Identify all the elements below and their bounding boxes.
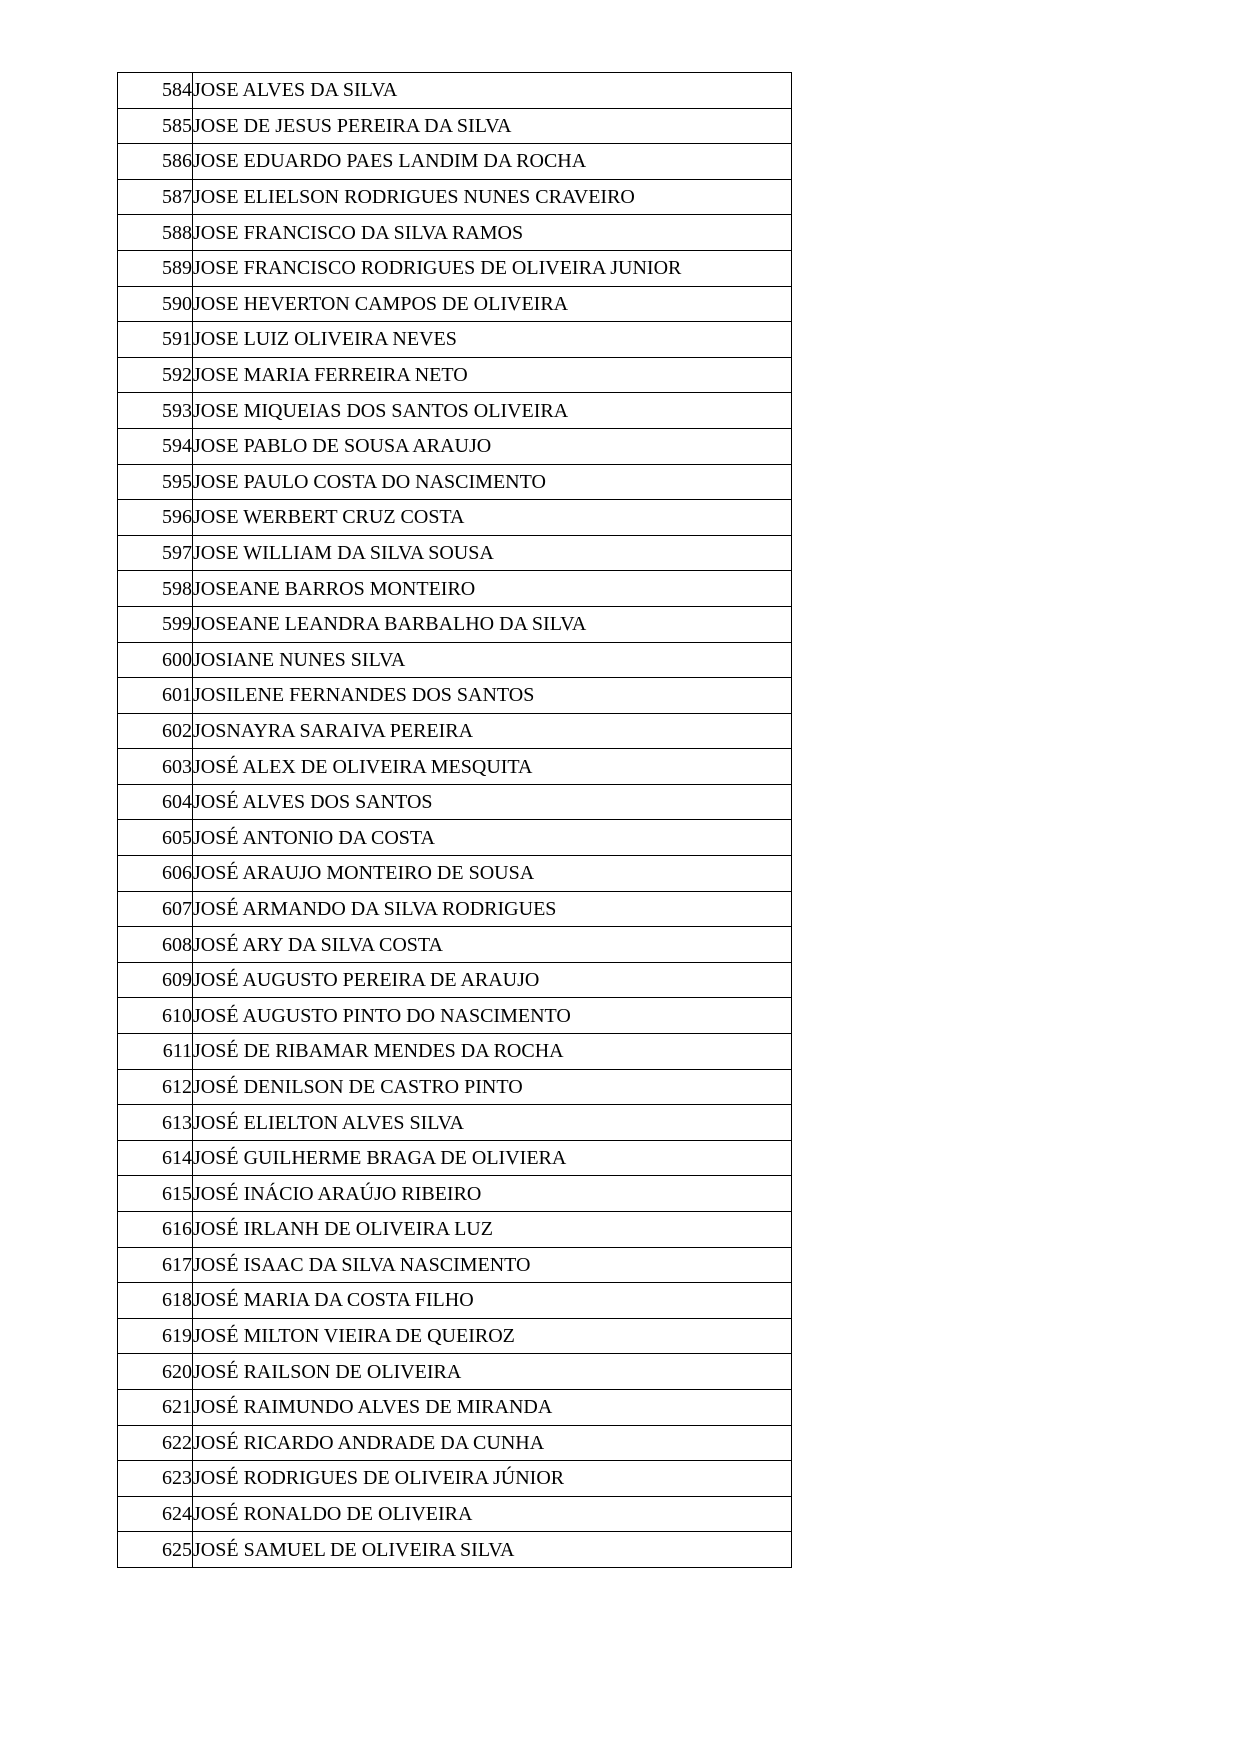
person-name: JOSÉ ARAUJO MONTEIRO DE SOUSA [193,856,792,892]
table-row [118,713,792,749]
person-name: JOSÉ ARY DA SILVA COSTA [193,927,792,963]
person-name: JOSE DE JESUS PEREIRA DA SILVA [193,108,792,144]
table-row [118,962,792,998]
table-row [118,998,792,1034]
person-name: JOSÉ DENILSON DE CASTRO PINTO [193,1069,792,1105]
name-list-body [118,73,792,1568]
row-number: 592 [118,357,193,393]
person-name: JOSÉ ARMANDO DA SILVA RODRIGUES [193,891,792,927]
person-name: JOSÉ ALEX DE OLIVEIRA MESQUITA [193,749,792,785]
person-name: JOSÉ AUGUSTO PEREIRA DE ARAUJO [193,962,792,998]
person-name: JOSE HEVERTON CAMPOS DE OLIVEIRA [193,286,792,322]
person-name: JOSÉ RICARDO ANDRADE DA CUNHA [193,1425,792,1461]
person-name: JOSÉ IRLANH DE OLIVEIRA LUZ [193,1212,792,1248]
table-row [118,535,792,571]
table-row [118,820,792,856]
table-row [118,500,792,536]
table-row [118,1034,792,1070]
person-name: JOSE MIQUEIAS DOS SANTOS OLIVEIRA [193,393,792,429]
person-name: JOSE PABLO DE SOUSA ARAUJO [193,428,792,464]
row-number: 603 [118,749,193,785]
row-number: 625 [118,1532,193,1568]
table-row [118,891,792,927]
table-row [118,1212,792,1248]
table-row [118,1318,792,1354]
table-row [118,215,792,251]
row-number: 610 [118,998,193,1034]
person-name: JOSÉ RONALDO DE OLIVEIRA [193,1496,792,1532]
person-name: JOSÉ ANTONIO DA COSTA [193,820,792,856]
row-number: 608 [118,927,193,963]
row-number: 602 [118,713,193,749]
row-number: 619 [118,1318,193,1354]
table-row [118,1105,792,1141]
person-name: JOSEANE LEANDRA BARBALHO DA SILVA [193,606,792,642]
row-number: 585 [118,108,193,144]
row-number: 623 [118,1461,193,1497]
row-number: 587 [118,179,193,215]
row-number: 600 [118,642,193,678]
row-number: 596 [118,500,193,536]
table-row [118,1283,792,1319]
person-name: JOSE ELIELSON RODRIGUES NUNES CRAVEIRO [193,179,792,215]
table-row [118,784,792,820]
table-row [118,1532,792,1568]
row-number: 601 [118,678,193,714]
table-row [118,678,792,714]
row-number: 618 [118,1283,193,1319]
row-number: 614 [118,1140,193,1176]
table-row [118,1247,792,1283]
person-name: JOSE WILLIAM DA SILVA SOUSA [193,535,792,571]
person-name: JOSÉ SAMUEL DE OLIVEIRA SILVA [193,1532,792,1568]
person-name: JOSE ALVES DA SILVA [193,73,792,109]
table-row [118,1461,792,1497]
table-row [118,1176,792,1212]
row-number: 590 [118,286,193,322]
table-row [118,250,792,286]
row-number: 611 [118,1034,193,1070]
table-row [118,286,792,322]
table-row [118,856,792,892]
row-number: 607 [118,891,193,927]
row-number: 616 [118,1212,193,1248]
person-name: JOSÉ MILTON VIEIRA DE QUEIROZ [193,1318,792,1354]
row-number: 593 [118,393,193,429]
person-name: JOSÉ ISAAC DA SILVA NASCIMENTO [193,1247,792,1283]
table-row [118,1354,792,1390]
person-name: JOSÉ RAIMUNDO ALVES DE MIRANDA [193,1389,792,1425]
row-number: 594 [118,428,193,464]
table-row [118,428,792,464]
person-name: JOSE FRANCISCO DA SILVA RAMOS [193,215,792,251]
person-name: JOSEANE BARROS MONTEIRO [193,571,792,607]
table-row [118,1140,792,1176]
person-name: JOSIANE NUNES SILVA [193,642,792,678]
table-row [118,144,792,180]
table-row [118,1069,792,1105]
person-name: JOSÉ AUGUSTO PINTO DO NASCIMENTO [193,998,792,1034]
row-number: 620 [118,1354,193,1390]
row-number: 589 [118,250,193,286]
row-number: 615 [118,1176,193,1212]
row-number: 613 [118,1105,193,1141]
table-row [118,179,792,215]
table-row [118,1389,792,1425]
person-name: JOSE MARIA FERREIRA NETO [193,357,792,393]
row-number: 584 [118,73,193,109]
person-name: JOSE LUIZ OLIVEIRA NEVES [193,322,792,358]
row-number: 617 [118,1247,193,1283]
row-number: 622 [118,1425,193,1461]
table-row [118,927,792,963]
person-name: JOSÉ ELIELTON ALVES SILVA [193,1105,792,1141]
row-number: 591 [118,322,193,358]
row-number: 606 [118,856,193,892]
person-name: JOSÉ RAILSON DE OLIVEIRA [193,1354,792,1390]
person-name: JOSE PAULO COSTA DO NASCIMENTO [193,464,792,500]
table-row [118,464,792,500]
person-name: JOSÉ RODRIGUES DE OLIVEIRA JÚNIOR [193,1461,792,1497]
person-name: JOSÉ DE RIBAMAR MENDES DA ROCHA [193,1034,792,1070]
person-name: JOSÉ ALVES DOS SANTOS [193,784,792,820]
table-row [118,606,792,642]
table-row [118,749,792,785]
row-number: 597 [118,535,193,571]
table-row [118,393,792,429]
row-number: 605 [118,820,193,856]
row-number: 599 [118,606,193,642]
person-name: JOSNAYRA SARAIVA PEREIRA [193,713,792,749]
table-row [118,108,792,144]
table-row [118,571,792,607]
table-row [118,642,792,678]
table-row [118,357,792,393]
person-name: JOSILENE FERNANDES DOS SANTOS [193,678,792,714]
row-number: 588 [118,215,193,251]
row-number: 621 [118,1389,193,1425]
row-number: 595 [118,464,193,500]
table-row [118,1425,792,1461]
name-list-table [117,72,792,1568]
row-number: 624 [118,1496,193,1532]
table-row [118,73,792,109]
row-number: 598 [118,571,193,607]
person-name: JOSE WERBERT CRUZ COSTA [193,500,792,536]
person-name: JOSE FRANCISCO RODRIGUES DE OLIVEIRA JUNIOR [193,250,792,286]
table-row [118,322,792,358]
person-name: JOSE EDUARDO PAES LANDIM DA ROCHA [193,144,792,180]
row-number: 586 [118,144,193,180]
row-number: 604 [118,784,193,820]
person-name: JOSÉ MARIA DA COSTA FILHO [193,1283,792,1319]
person-name: JOSÉ GUILHERME BRAGA DE OLIVIERA [193,1140,792,1176]
row-number: 609 [118,962,193,998]
person-name: JOSÉ INÁCIO ARAÚJO RIBEIRO [193,1176,792,1212]
row-number: 612 [118,1069,193,1105]
table-row [118,1496,792,1532]
